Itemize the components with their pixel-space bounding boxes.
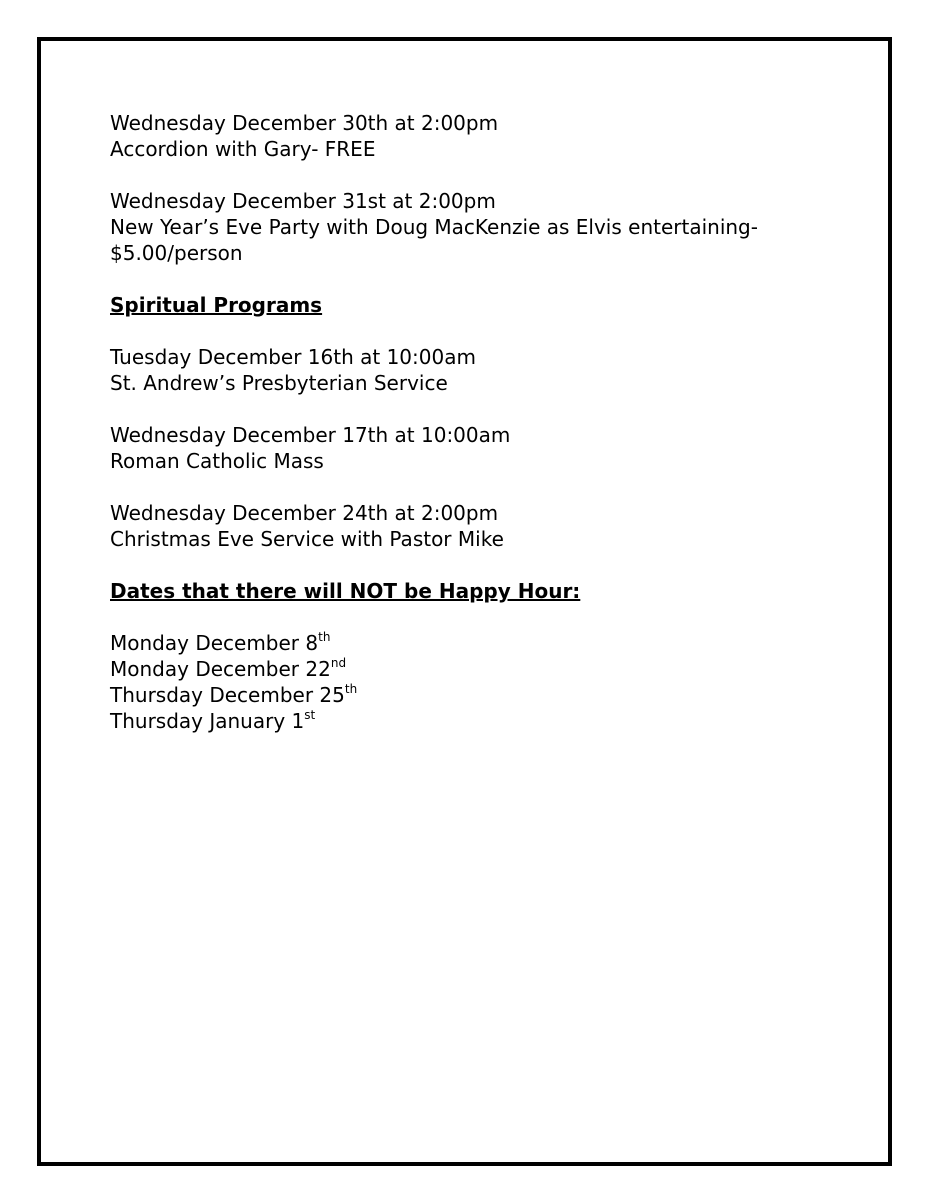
program-description: Christmas Eve Service with Pastor Mike bbox=[110, 527, 504, 551]
spiritual-program-entry bbox=[110, 500, 850, 552]
event-price: $5.00/person bbox=[110, 241, 243, 265]
event-entry bbox=[110, 188, 850, 266]
section-heading-spiritual: Spiritual Programs bbox=[110, 293, 323, 317]
no-happy-hour-date: Thursday December 25th bbox=[110, 682, 358, 707]
spiritual-program-entry bbox=[110, 344, 850, 396]
ordinal-suffix: th bbox=[344, 682, 358, 696]
program-date: Wednesday December 24th at 2:00pm bbox=[110, 501, 499, 525]
no-happy-hour-date: Monday December 8th bbox=[110, 630, 331, 655]
ordinal-suffix: st bbox=[304, 708, 316, 722]
section-heading-no-happy-hour: Dates that there will NOT be Happy Hour: bbox=[110, 579, 581, 603]
event-date: Wednesday December 30th at 2:00pm bbox=[110, 111, 499, 135]
event-description: New Year’s Eve Party with Doug MacKenzie as Elvis entertaining- bbox=[110, 215, 758, 239]
event-date: Wednesday December 31st at 2:00pm bbox=[110, 189, 496, 213]
program-description: Roman Catholic Mass bbox=[110, 449, 324, 473]
no-happy-hour-date: Monday December 22nd bbox=[110, 656, 347, 681]
program-date: Tuesday December 16th at 10:00am bbox=[110, 345, 476, 369]
no-happy-hour-list bbox=[110, 630, 850, 734]
event-entry bbox=[110, 110, 850, 162]
program-description: St. Andrew’s Presbyterian Service bbox=[110, 371, 448, 395]
spiritual-program-entry bbox=[110, 422, 850, 474]
ordinal-suffix: nd bbox=[330, 656, 347, 670]
event-description: Accordion with Gary- FREE bbox=[110, 137, 376, 161]
ordinal-suffix: th bbox=[318, 630, 331, 644]
program-date: Wednesday December 17th at 10:00am bbox=[110, 423, 511, 447]
document-content bbox=[110, 110, 850, 734]
no-happy-hour-date: Thursday January 1st bbox=[110, 708, 316, 733]
